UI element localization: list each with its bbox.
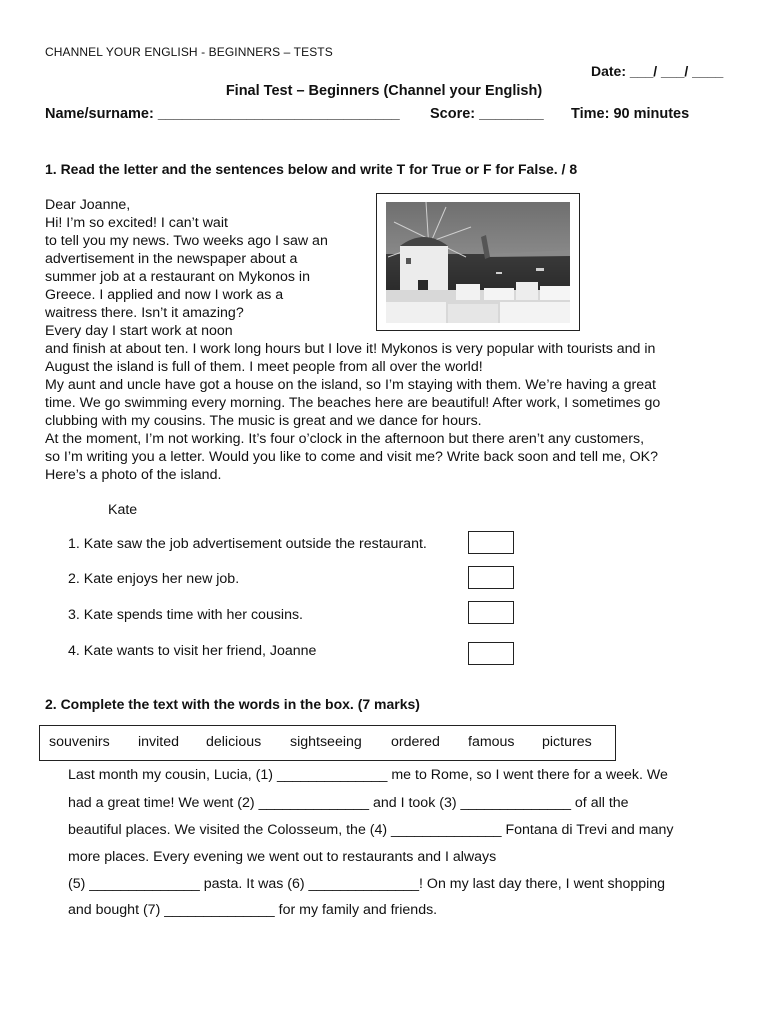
word-box-item: ordered (391, 734, 440, 750)
statement-item: 2. Kate enjoys her new job. (68, 571, 240, 587)
statement-item: 4. Kate wants to visit her friend, Joanne (68, 643, 317, 659)
letter-line: time. We go swimming every morning. The beaches here are beautiful! After work, I sometimes go (45, 395, 661, 411)
section1-instruction: 1. Read the letter and the sentences below and write T for True or F for False. / 8 (45, 161, 578, 177)
letter-line: clubbing with my cousins. The music is great and we dance for hours. (45, 413, 482, 429)
letter-line: waitress there. Isn’t it amazing? (45, 305, 244, 321)
word-box-item: delicious (206, 734, 262, 750)
word-box-item: invited (138, 734, 180, 750)
word-box-item: souvenirs (49, 734, 110, 750)
score-field: Score: ________ (430, 106, 544, 122)
letter-line: Hi! I’m so excited! I can’t wait (45, 215, 228, 231)
answer-box[interactable] (468, 642, 514, 665)
cloze-text-line: (5) ______________ pasta. It was (6) ______________! On my last day there, I went shopping (68, 876, 666, 892)
cloze-text-line: Last month my cousin, Lucia, (1) ______________ me to Rome, so I went there for a week. We (68, 767, 668, 783)
island-photo (376, 193, 580, 331)
answer-box[interactable] (468, 566, 514, 589)
statement-item: 1. Kate saw the job advertisement outside the restaurant. (68, 536, 427, 552)
letter-line: At the moment, I’m not working. It’s four o’clock in the afternoon but there aren’t any customers, (45, 431, 645, 447)
letter-line: My aunt and uncle have got a house on the island, so I’m staying with them. We’re having a great (45, 377, 656, 393)
name-field: Name/surname: ______________________________ (45, 106, 400, 122)
date-field: Date: ___/ ___/ ____ (591, 63, 724, 79)
letter-line: Greece. I applied and now I work as a (45, 287, 284, 303)
course-header: CHANNEL YOUR ENGLISH - BEGINNERS – TESTS (45, 45, 333, 59)
mykonos-windmill-image (386, 202, 570, 323)
cloze-text-line: more places. Every evening we went out to restaurants and I always (68, 849, 497, 865)
test-title: Final Test – Beginners (Channel your English) (225, 83, 543, 99)
word-box (39, 725, 616, 761)
word-box-item: pictures (542, 734, 592, 750)
letter-line: and finish at about ten. I work long hours but I love it! Mykonos is very popular with tourists and in (45, 341, 656, 357)
letter-line: Every day I start work at noon (45, 323, 233, 339)
letter-line: Here’s a photo of the island. (45, 467, 222, 483)
cloze-text-line: and bought (7) ______________ for my family and friends. (68, 902, 438, 918)
letter-line: so I’m writing you a letter. Would you like to come and visit me? Write back soon and tell me, OK? (45, 449, 658, 465)
answer-box[interactable] (468, 601, 514, 624)
letter-line: advertisement in the newspaper about a (45, 251, 298, 267)
answer-box[interactable] (468, 531, 514, 554)
cloze-text-line: had a great time! We went (2) ______________ and I took (3) ______________ of all the (68, 795, 629, 811)
letter-line: to tell you my news. Two weeks ago I saw an (45, 233, 328, 249)
word-box-item: sightseeing (290, 734, 362, 750)
time-label: Time: 90 minutes (571, 106, 690, 122)
letter-line: August the island is full of them. I meet people from all over the world! (45, 359, 483, 375)
cloze-text-line: beautiful places. We visited the Colosseum, the (4) ______________ Fontana di Trevi and many (68, 822, 674, 838)
letter-line: Dear Joanne, (45, 197, 131, 213)
section2-instruction: 2. Complete the text with the words in the box. (7 marks) (45, 696, 420, 712)
letter-line: summer job at a restaurant on Mykonos in (45, 269, 310, 285)
statement-item: 3. Kate spends time with her cousins. (68, 607, 304, 623)
letter-signature: Kate (108, 502, 138, 518)
word-box-item: famous (468, 734, 515, 750)
